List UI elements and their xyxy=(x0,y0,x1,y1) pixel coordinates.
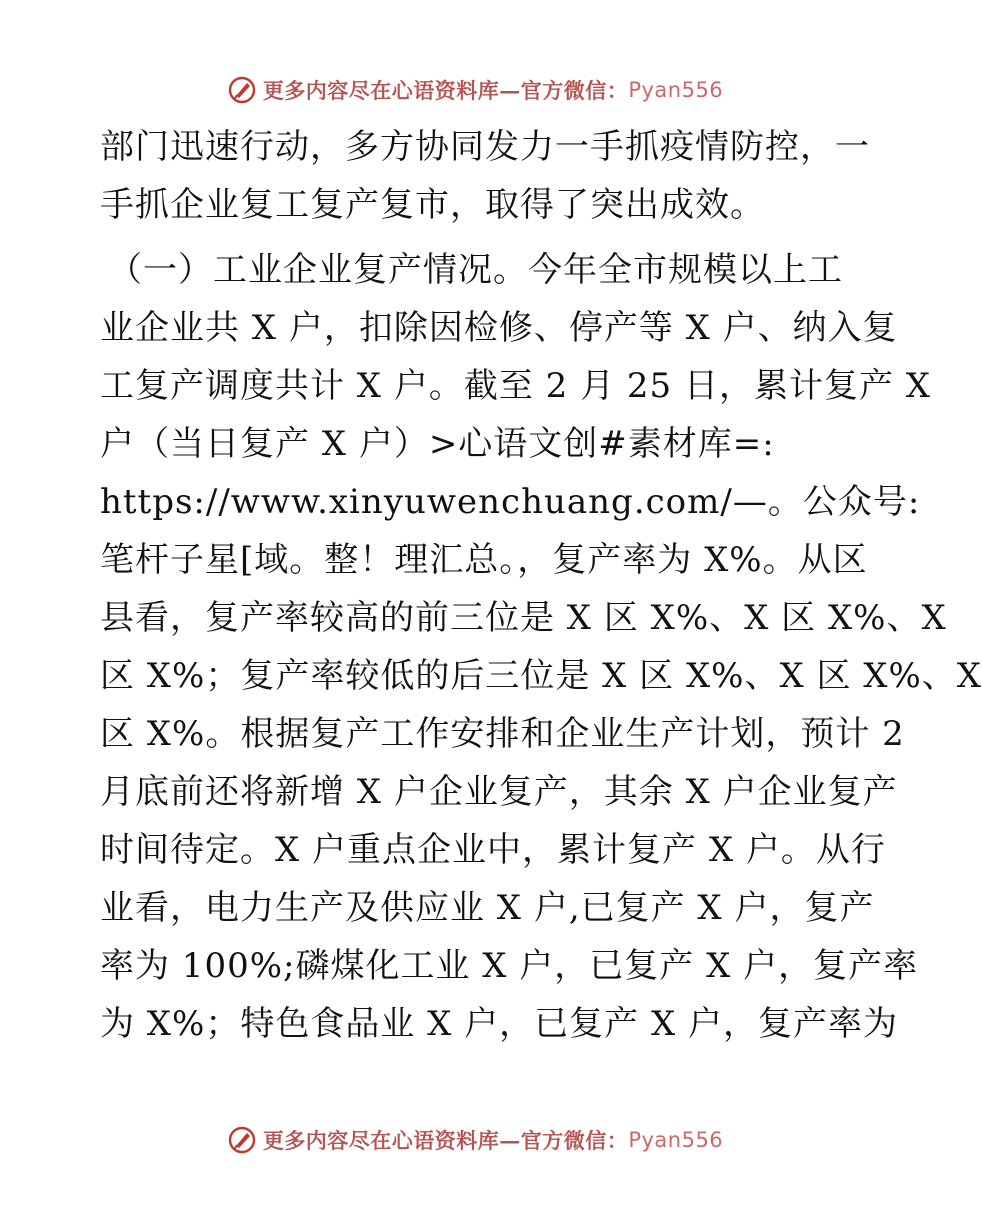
footer-banner-text: 更多内容尽在心语资料库—官方微信： xyxy=(262,1128,629,1153)
header-banner-id: Pyan556 xyxy=(628,78,724,102)
body-line-4: 业企业共 X 户，扣除因检修、停产等 X 户、纳入复 xyxy=(100,308,898,348)
body-line-6: 户（当日复产 X 户）>心语文创#素材库=: xyxy=(100,424,775,464)
body-line-8: 笔杆子星[域。整！理汇总。，复产率为 X%。从区 xyxy=(100,540,868,580)
body-line-7: https://www.xinyuwenchuang.com/—。公众号: xyxy=(100,482,921,522)
body-line-3: （一）工业企业复产情况。今年全市规模以上工 xyxy=(108,250,843,290)
quill-logo-icon xyxy=(227,75,257,105)
body-line-16: 为 X%；特色食品业 X 户，已复产 X 户，复产率为 xyxy=(100,1004,898,1044)
body-line-10: 区 X%；复产率较低的后三位是 X 区 X%、X 区 X%、X xyxy=(100,656,982,696)
body-line-11: 区 X%。根据复产工作安排和企业生产计划，预计 2 xyxy=(100,714,905,754)
header-banner xyxy=(0,70,950,110)
document-body xyxy=(100,118,982,1053)
footer-banner-id: Pyan556 xyxy=(628,1128,724,1152)
quill-logo-icon xyxy=(227,1125,257,1155)
header-banner-text: 更多内容尽在心语资料库—官方微信： xyxy=(262,78,629,103)
body-line-12: 月底前还将新增 X 户企业复产，其余 X 户企业复产 xyxy=(100,772,898,812)
footer-banner xyxy=(0,1120,950,1160)
body-line-14: 业看，电力生产及供应业 X 户,已复产 X 户，复产 xyxy=(100,888,875,928)
body-line-15: 率为 100%;磷煤化工业 X 户，已复产 X 户，复产率 xyxy=(100,946,919,986)
body-line-13: 时间待定。X 户重点企业中，累计复产 X 户。从行 xyxy=(100,830,886,870)
body-line-1: 部门迅速行动，多方协同发力一手抓疫情防控，一 xyxy=(100,127,870,167)
body-line-9: 县看，复产率较高的前三位是 X 区 X%、X 区 X%、X xyxy=(100,598,947,638)
body-line-5: 工复产调度共计 X 户。截至 2 月 25 日，累计复产 X xyxy=(100,366,931,406)
body-line-2: 手抓企业复工复产复市，取得了突出成效。 xyxy=(100,185,765,225)
